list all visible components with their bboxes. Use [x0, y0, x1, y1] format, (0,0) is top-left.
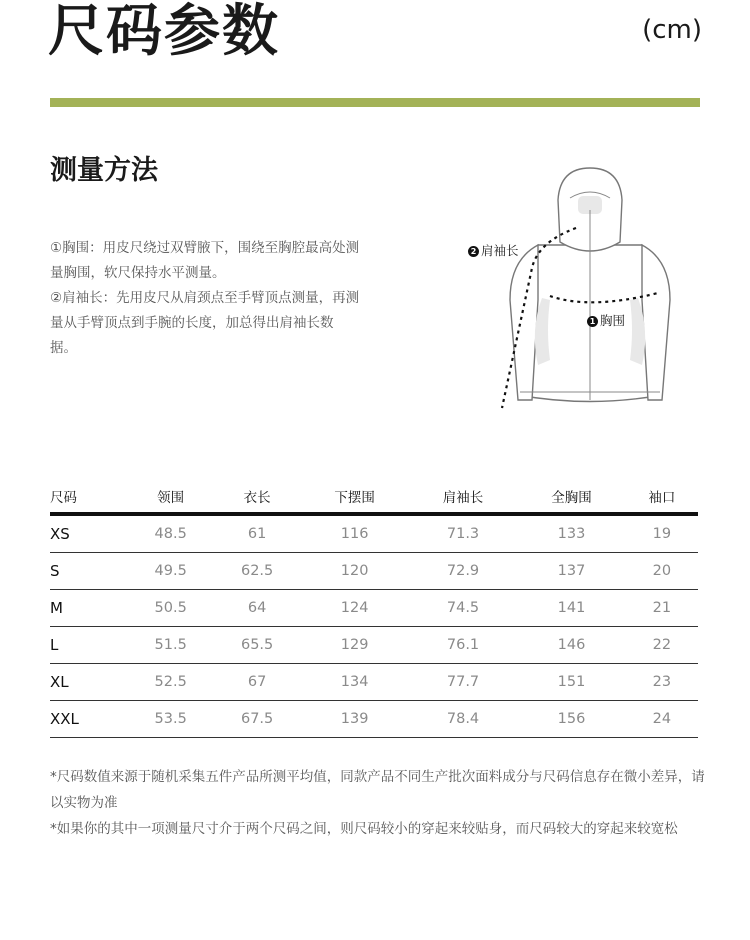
table-row — [50, 553, 698, 590]
jacket-illustration — [480, 150, 700, 425]
chest-marker: 1 — [587, 316, 598, 327]
method-sleeve-text: ②肩袖长：先用皮尺从肩颈点至手臂顶点测量，再测量从手臂顶点到手腕的长度，加总得出肩袖长数据。 — [50, 290, 360, 356]
unit-label: (cm) — [642, 15, 702, 45]
table-cell: 49.5 — [127, 553, 213, 590]
table-cell: 156 — [517, 701, 625, 738]
size-cell: M — [50, 590, 127, 627]
table-cell: 67 — [214, 664, 300, 701]
table-cell: 116 — [300, 514, 408, 553]
table-cell: 139 — [300, 701, 408, 738]
header-sleeve: 肩袖长 — [409, 480, 517, 514]
table-cell: 146 — [517, 627, 625, 664]
table-cell: 48.5 — [127, 514, 213, 553]
sleeve-marker: 2 — [468, 246, 479, 257]
jacket-right-sleeve — [642, 245, 670, 400]
table-cell: 21 — [626, 590, 698, 627]
size-cell: S — [50, 553, 127, 590]
table-cell: 62.5 — [214, 553, 300, 590]
table-cell: 72.9 — [409, 553, 517, 590]
size-cell: XS — [50, 514, 127, 553]
table-cell: 61 — [214, 514, 300, 553]
chest-callout — [587, 313, 625, 329]
size-cell: XL — [50, 664, 127, 701]
table-row — [50, 701, 698, 738]
size-table — [50, 480, 698, 738]
method-description — [50, 236, 360, 361]
table-cell: 65.5 — [214, 627, 300, 664]
table-cell: 50.5 — [127, 590, 213, 627]
table-cell: 23 — [626, 664, 698, 701]
footnote-average: *尺码数值来源于随机采集五件产品所测平均值，同款产品不同生产批次面料成分与尺码信息存在微小差异，请以实物为准 — [50, 769, 705, 811]
table-cell: 64 — [214, 590, 300, 627]
table-cell: 120 — [300, 553, 408, 590]
table-row — [50, 664, 698, 701]
method-chest-text: ①胸围：用皮尺绕过双臂腋下，围绕至胸腔最高处测量胸围，软尺保持水平测量。 — [50, 240, 360, 281]
table-cell: 77.7 — [409, 664, 517, 701]
table-cell: 74.5 — [409, 590, 517, 627]
header-cuff: 袖口 — [626, 480, 698, 514]
table-row — [50, 514, 698, 553]
table-cell: 141 — [517, 590, 625, 627]
table-cell: 71.3 — [409, 514, 517, 553]
sleeve-callout-label: 肩袖长 — [481, 243, 519, 258]
header-length: 衣长 — [214, 480, 300, 514]
table-cell: 51.5 — [127, 627, 213, 664]
table-cell: 53.5 — [127, 701, 213, 738]
jacket-left-sleeve — [510, 245, 538, 400]
table-cell: 134 — [300, 664, 408, 701]
page-title: 尺码参数 — [48, 0, 280, 64]
sleeve-callout — [468, 243, 519, 259]
table-cell: 78.4 — [409, 701, 517, 738]
accent-divider — [50, 98, 700, 107]
size-cell: L — [50, 627, 127, 664]
header-size: 尺码 — [50, 480, 127, 514]
table-cell: 124 — [300, 590, 408, 627]
header-collar: 领围 — [127, 480, 213, 514]
size-table-header — [50, 480, 698, 514]
table-cell: 20 — [626, 553, 698, 590]
footnotes — [50, 764, 710, 842]
header-hem: 下摆围 — [300, 480, 408, 514]
table-cell: 24 — [626, 701, 698, 738]
size-cell: XXL — [50, 701, 127, 738]
table-cell: 76.1 — [409, 627, 517, 664]
table-cell: 19 — [626, 514, 698, 553]
chest-callout-label: 胸围 — [600, 313, 626, 328]
method-title: 测量方法 — [50, 155, 158, 186]
table-cell: 133 — [517, 514, 625, 553]
table-cell: 129 — [300, 627, 408, 664]
table-cell: 137 — [517, 553, 625, 590]
table-cell: 52.5 — [127, 664, 213, 701]
table-cell: 67.5 — [214, 701, 300, 738]
table-row — [50, 590, 698, 627]
table-cell: 151 — [517, 664, 625, 701]
table-row — [50, 627, 698, 664]
header-chest: 全胸围 — [517, 480, 625, 514]
footnote-between-sizes: *如果你的其中一项测量尺寸介于两个尺码之间，则尺码较小的穿起来较贴身，而尺码较大的穿起来较宽松 — [50, 821, 678, 837]
table-cell: 22 — [626, 627, 698, 664]
